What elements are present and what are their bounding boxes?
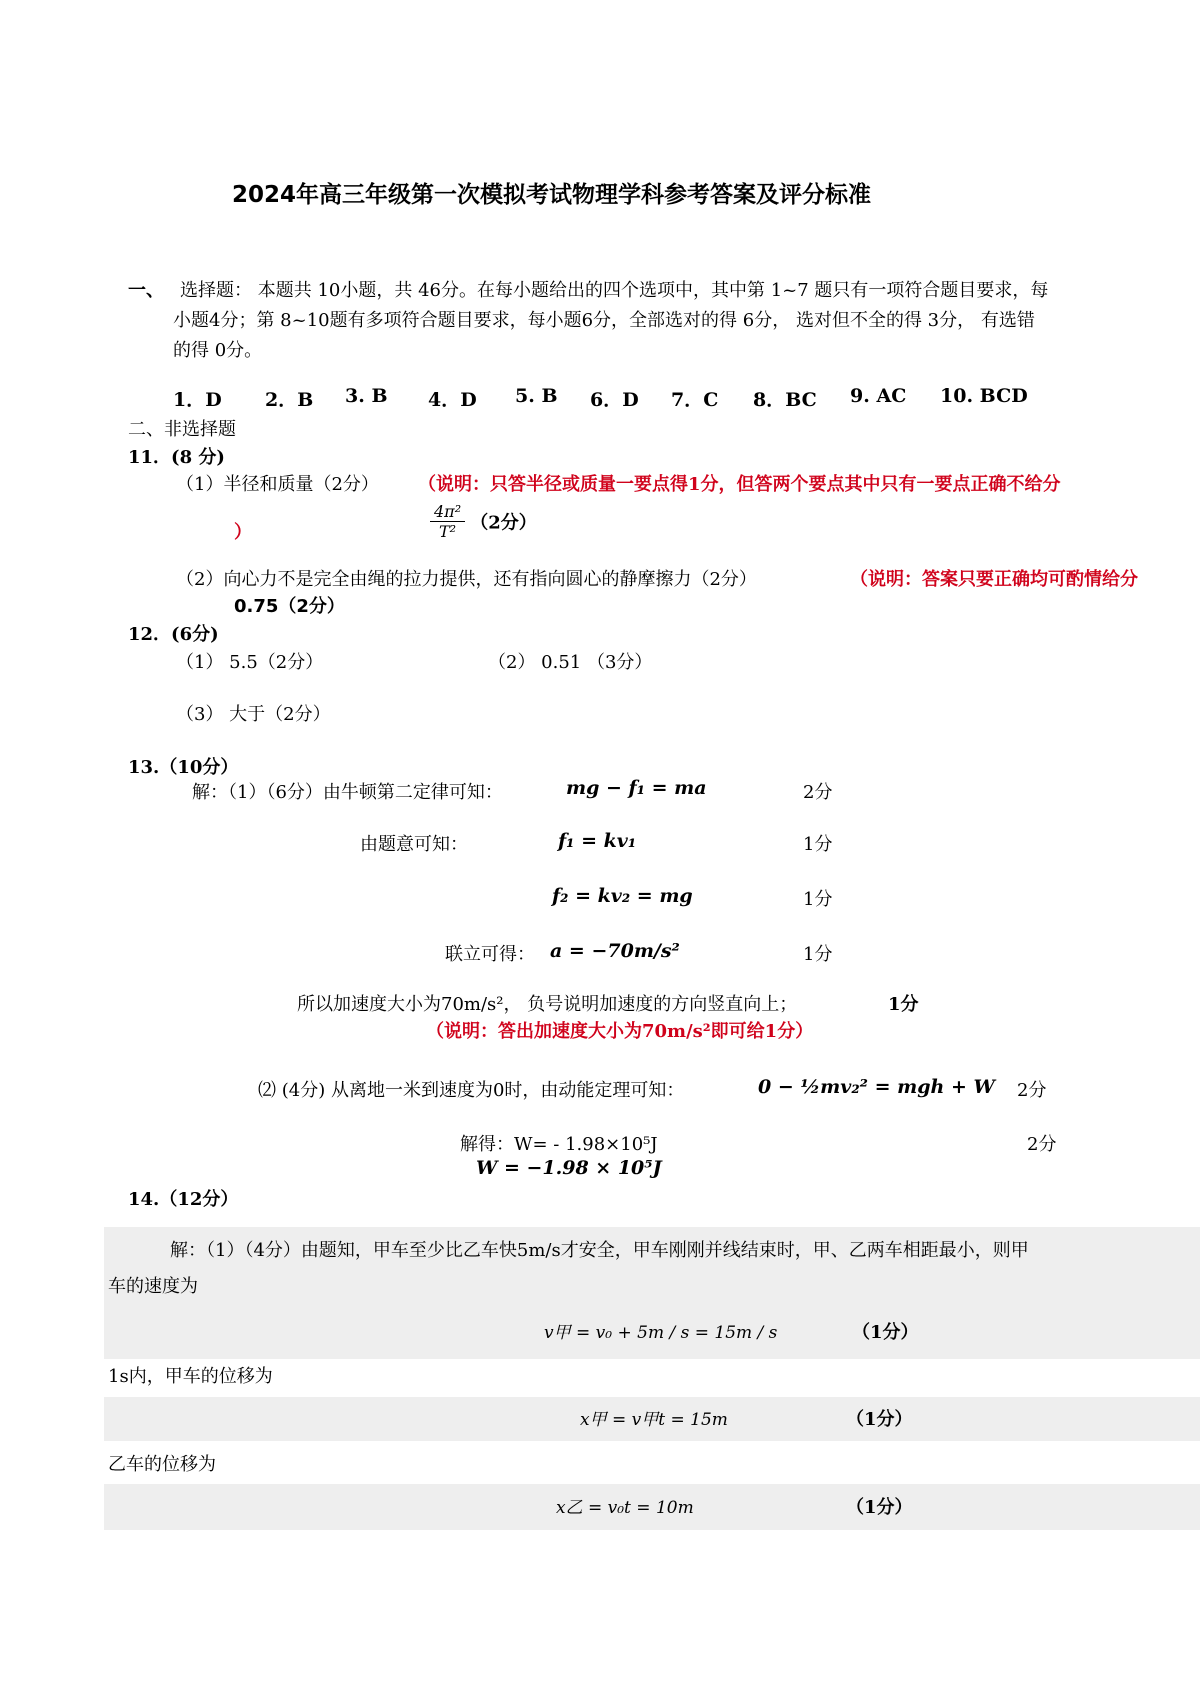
- q11-part2-label: （2）向心力不是完全由绳的拉力提供，还有指向圆心的静摩擦力（2分）: [176, 569, 757, 590]
- q11-formula: [430, 502, 537, 541]
- q12-part2: （2） 0.51 （3分）: [488, 652, 653, 673]
- q14-eq1: v甲 = v₀ + 5m / s = 15m / s: [544, 1323, 778, 1343]
- section-1-text-line2: 小题4分；第 8~10题有多项符合题目要求，每小题6分，全部选对的得 6分， 选对但不全的得 3分， 有选错: [173, 310, 1035, 331]
- section-2-heading: 二、非选择题: [128, 419, 236, 440]
- q13-eq3: f₂ = kv₂ = mg: [552, 885, 693, 907]
- q13-note: （说明：答出加速度大小为70m/s²即可给1分）: [426, 1021, 814, 1042]
- q12-header: 12．(6分): [128, 624, 219, 645]
- answer-8: 8．BC: [753, 389, 817, 411]
- q11-part1-note: （说明：只答半径或质量一要点得1分，但答两个要点其中只有一要点正确不给分: [418, 474, 1061, 495]
- q13-conclusion: 所以加速度大小为70m/s²， 负号说明加速度的方向竖直向上；: [297, 994, 798, 1015]
- section-1-text-line3: 的得 0分。: [173, 340, 263, 361]
- q13-eq1-score: 2分: [803, 782, 833, 803]
- answer-4: 4．D: [428, 389, 477, 411]
- q13-eq4-score: 1分: [803, 944, 833, 965]
- q14-line4: 乙车的位移为: [108, 1454, 216, 1475]
- answer-5: 5. B: [515, 385, 558, 407]
- answer-1: 1．D: [173, 389, 222, 411]
- q14-eq3-score: （1分）: [846, 1497, 913, 1518]
- q14-eq2: x甲 = v甲t = 15m: [580, 1410, 728, 1430]
- answer-3: 3. B: [345, 385, 388, 407]
- q13-conclusion-score: 1分: [888, 994, 919, 1015]
- q13-result-score: 2分: [1027, 1134, 1057, 1155]
- q11-part2-note: （说明：答案只要正确均可酌情给分: [850, 569, 1138, 590]
- q13-eq4: a = −70m/s²: [550, 940, 680, 962]
- q11-part1-label: （1）半径和质量（2分）: [176, 474, 379, 495]
- q11-formula-score: （2分）: [470, 512, 537, 534]
- q11-fraction-numerator: 4π²: [430, 502, 465, 522]
- q14-eq2-score: （1分）: [846, 1409, 913, 1430]
- q11-fraction-denominator: T²: [439, 522, 457, 541]
- section-1-text-line1: 选择题： 本题共 10小题，共 46分。在每小题给出的四个选项中，其中第 1~7 题只有一项符合题目要求，每: [180, 280, 1049, 301]
- section-1-instructions: [128, 276, 1188, 366]
- q11-part1-note-close: ）: [234, 522, 252, 543]
- answer-10: 10. BCD: [940, 385, 1028, 407]
- q13-eq6: W = −1.98 × 10⁵J: [476, 1157, 662, 1179]
- q13-eq2-score: 1分: [803, 834, 833, 855]
- q11-part2-extra: 0.75（2分）: [234, 596, 345, 617]
- q13-result-label: 解得：W= - 1.98×10⁵J: [460, 1134, 658, 1155]
- q13-part2-label: ⑵ (4分) 从离地一米到速度为0时，由动能定理可知：: [258, 1080, 685, 1101]
- q14-line2: 车的速度为: [108, 1276, 198, 1297]
- q14-line1: 解：（1）（4分）由题知，甲车至少比乙车快5m/s才安全，甲车刚刚并线结束时，甲、乙两车相距最小，则甲: [170, 1240, 1029, 1261]
- answer-6: 6．D: [590, 389, 639, 411]
- q11-fraction: [430, 502, 465, 541]
- q13-combine-label: 联立可得：: [445, 944, 535, 965]
- q14-line3: 1s内，甲车的位移为: [108, 1366, 273, 1387]
- q11-header: 11．(8 分): [128, 447, 225, 468]
- answer-2: 2．B: [265, 389, 314, 411]
- q14-eq3: x乙 = v₀t = 10m: [556, 1498, 694, 1518]
- section-1-number: 一、: [128, 280, 164, 301]
- answer-7: 7．C: [671, 389, 719, 411]
- page-title: 2024年高三年级第一次模拟考试物理学科参考答案及评分标准: [232, 182, 872, 208]
- q13-eq2: f₁ = kv₁: [558, 830, 637, 852]
- q13-eq3-score: 1分: [803, 889, 833, 910]
- q14-header: 14.（12分）: [128, 1189, 239, 1210]
- q12-part3: （3） 大于（2分）: [176, 704, 331, 725]
- q13-eq5-score: 2分: [1017, 1080, 1047, 1101]
- answer-9: 9. AC: [850, 385, 907, 407]
- q12-part1: （1） 5.5（2分）: [176, 652, 324, 673]
- q13-given-label: 由题意可知：: [360, 834, 468, 855]
- q13-solve-label: 解：（1）（6分）由牛顿第二定律可知：: [192, 782, 503, 803]
- q13-eq1: mg − f₁ = ma: [566, 777, 707, 799]
- q13-header: 13.（10分）: [128, 757, 239, 778]
- q14-eq1-score: （1分）: [852, 1322, 919, 1343]
- q13-eq5: 0 − ½mv₂² = mgh + W: [758, 1076, 995, 1098]
